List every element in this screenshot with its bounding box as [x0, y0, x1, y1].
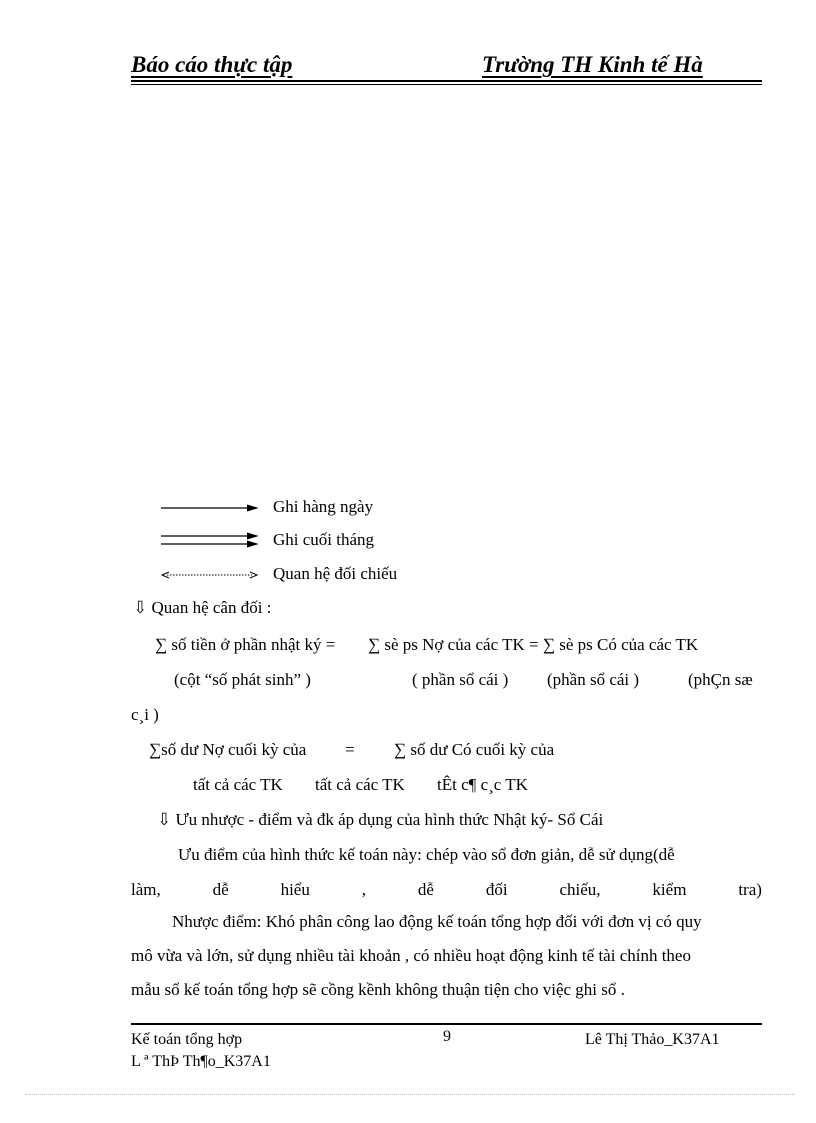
eq1-middle: ∑ sè ps Nợ của các TK = ∑ sè ps Có của các TK [368, 635, 699, 654]
footer-left-line2: L ª ThÞ Th¶o_K37A1 [131, 1053, 271, 1070]
eq2-equals: = [345, 740, 355, 759]
page-bottom-edge [25, 1094, 795, 1095]
eq2-note-1: tất cả các TK [193, 775, 283, 794]
page-number: 9 [443, 1028, 451, 1045]
pros-word: đối [485, 880, 508, 899]
eq1-note-ledger-3: (phÇn sæ [688, 670, 753, 689]
pros-word: hiểu [280, 880, 310, 899]
legend-label-daily: Ghi hàng ngày [273, 497, 374, 516]
header-rule-thick [131, 80, 762, 82]
pros-paragraph-line1: Ưu điểm của hình thức kế toán này: chép vào sổ đơn giản, dễ sử dụng(dễ [178, 845, 675, 864]
pros-word: dễ [417, 880, 434, 899]
footer-rule [131, 1023, 762, 1025]
footer-left: Kế toán tổng hợp [131, 1031, 243, 1048]
eq2-right: ∑ số dư Có cuối kỳ của [394, 740, 555, 759]
reconcile-dotted-arrow-icon [161, 568, 258, 582]
header-right-title: Trường TH Kinh tế Hà [482, 52, 703, 77]
cons-paragraph-line1: Nhược điểm: Khó phân công lao động kế toán tổng hợp đối với đơn vị có quy [172, 912, 702, 931]
footer-author: Lê Thị Thảo_K37A1 [585, 1031, 720, 1048]
pros-word: chiếu, [559, 880, 601, 899]
legend-label-reconcile: Quan hệ đối chiếu [273, 564, 398, 583]
cons-paragraph-line2: mô vừa và lớn, sử dụng nhiều tài khoản , có nhiều hoạt động kinh tế tài chính theo [131, 946, 691, 965]
pros-word: tra) [738, 880, 762, 899]
eq1-left: ∑ số tiền ở phần nhật ký = [155, 635, 336, 654]
balance-heading: ⇩ Quan hệ cân đối : [133, 598, 272, 617]
pros-cons-heading: ⇩ Ưu nhược - điểm và đk áp dụng của hình thức Nhật ký- Sổ Cái [157, 810, 604, 829]
legend-label-month-end: Ghi cuối tháng [273, 530, 375, 549]
header-left-title: Báo cáo thực tập [131, 52, 293, 77]
pros-word: kiểm [652, 880, 687, 899]
eq1-note-journal: (cột “số phát sinh” ) [174, 670, 311, 689]
pros-word: dễ [212, 880, 229, 899]
eq2-note-3: tÊt c¶ c¸c TK [437, 775, 528, 794]
header-rule-thin [131, 84, 762, 85]
eq1-note-tail: c¸i ) [131, 705, 159, 724]
daily-entry-arrow-icon [161, 500, 258, 514]
pros-paragraph-line2 [131, 880, 762, 900]
eq1-note-ledger-2: (phần sổ cái ) [547, 670, 640, 689]
pros-word: làm, [131, 880, 161, 899]
eq2-note-2: tất cả các TK [315, 775, 405, 794]
cons-paragraph-line3: mẫu sổ kế toán tổng hợp sẽ cồng kềnh không thuận tiện cho việc ghi sổ . [131, 980, 625, 999]
month-end-double-arrow-icon [161, 530, 258, 550]
pros-word: , [361, 880, 366, 899]
eq1-note-ledger-1: ( phần sổ cái ) [412, 670, 509, 689]
eq2-left: ∑số dư Nợ cuối kỳ của [149, 740, 307, 759]
